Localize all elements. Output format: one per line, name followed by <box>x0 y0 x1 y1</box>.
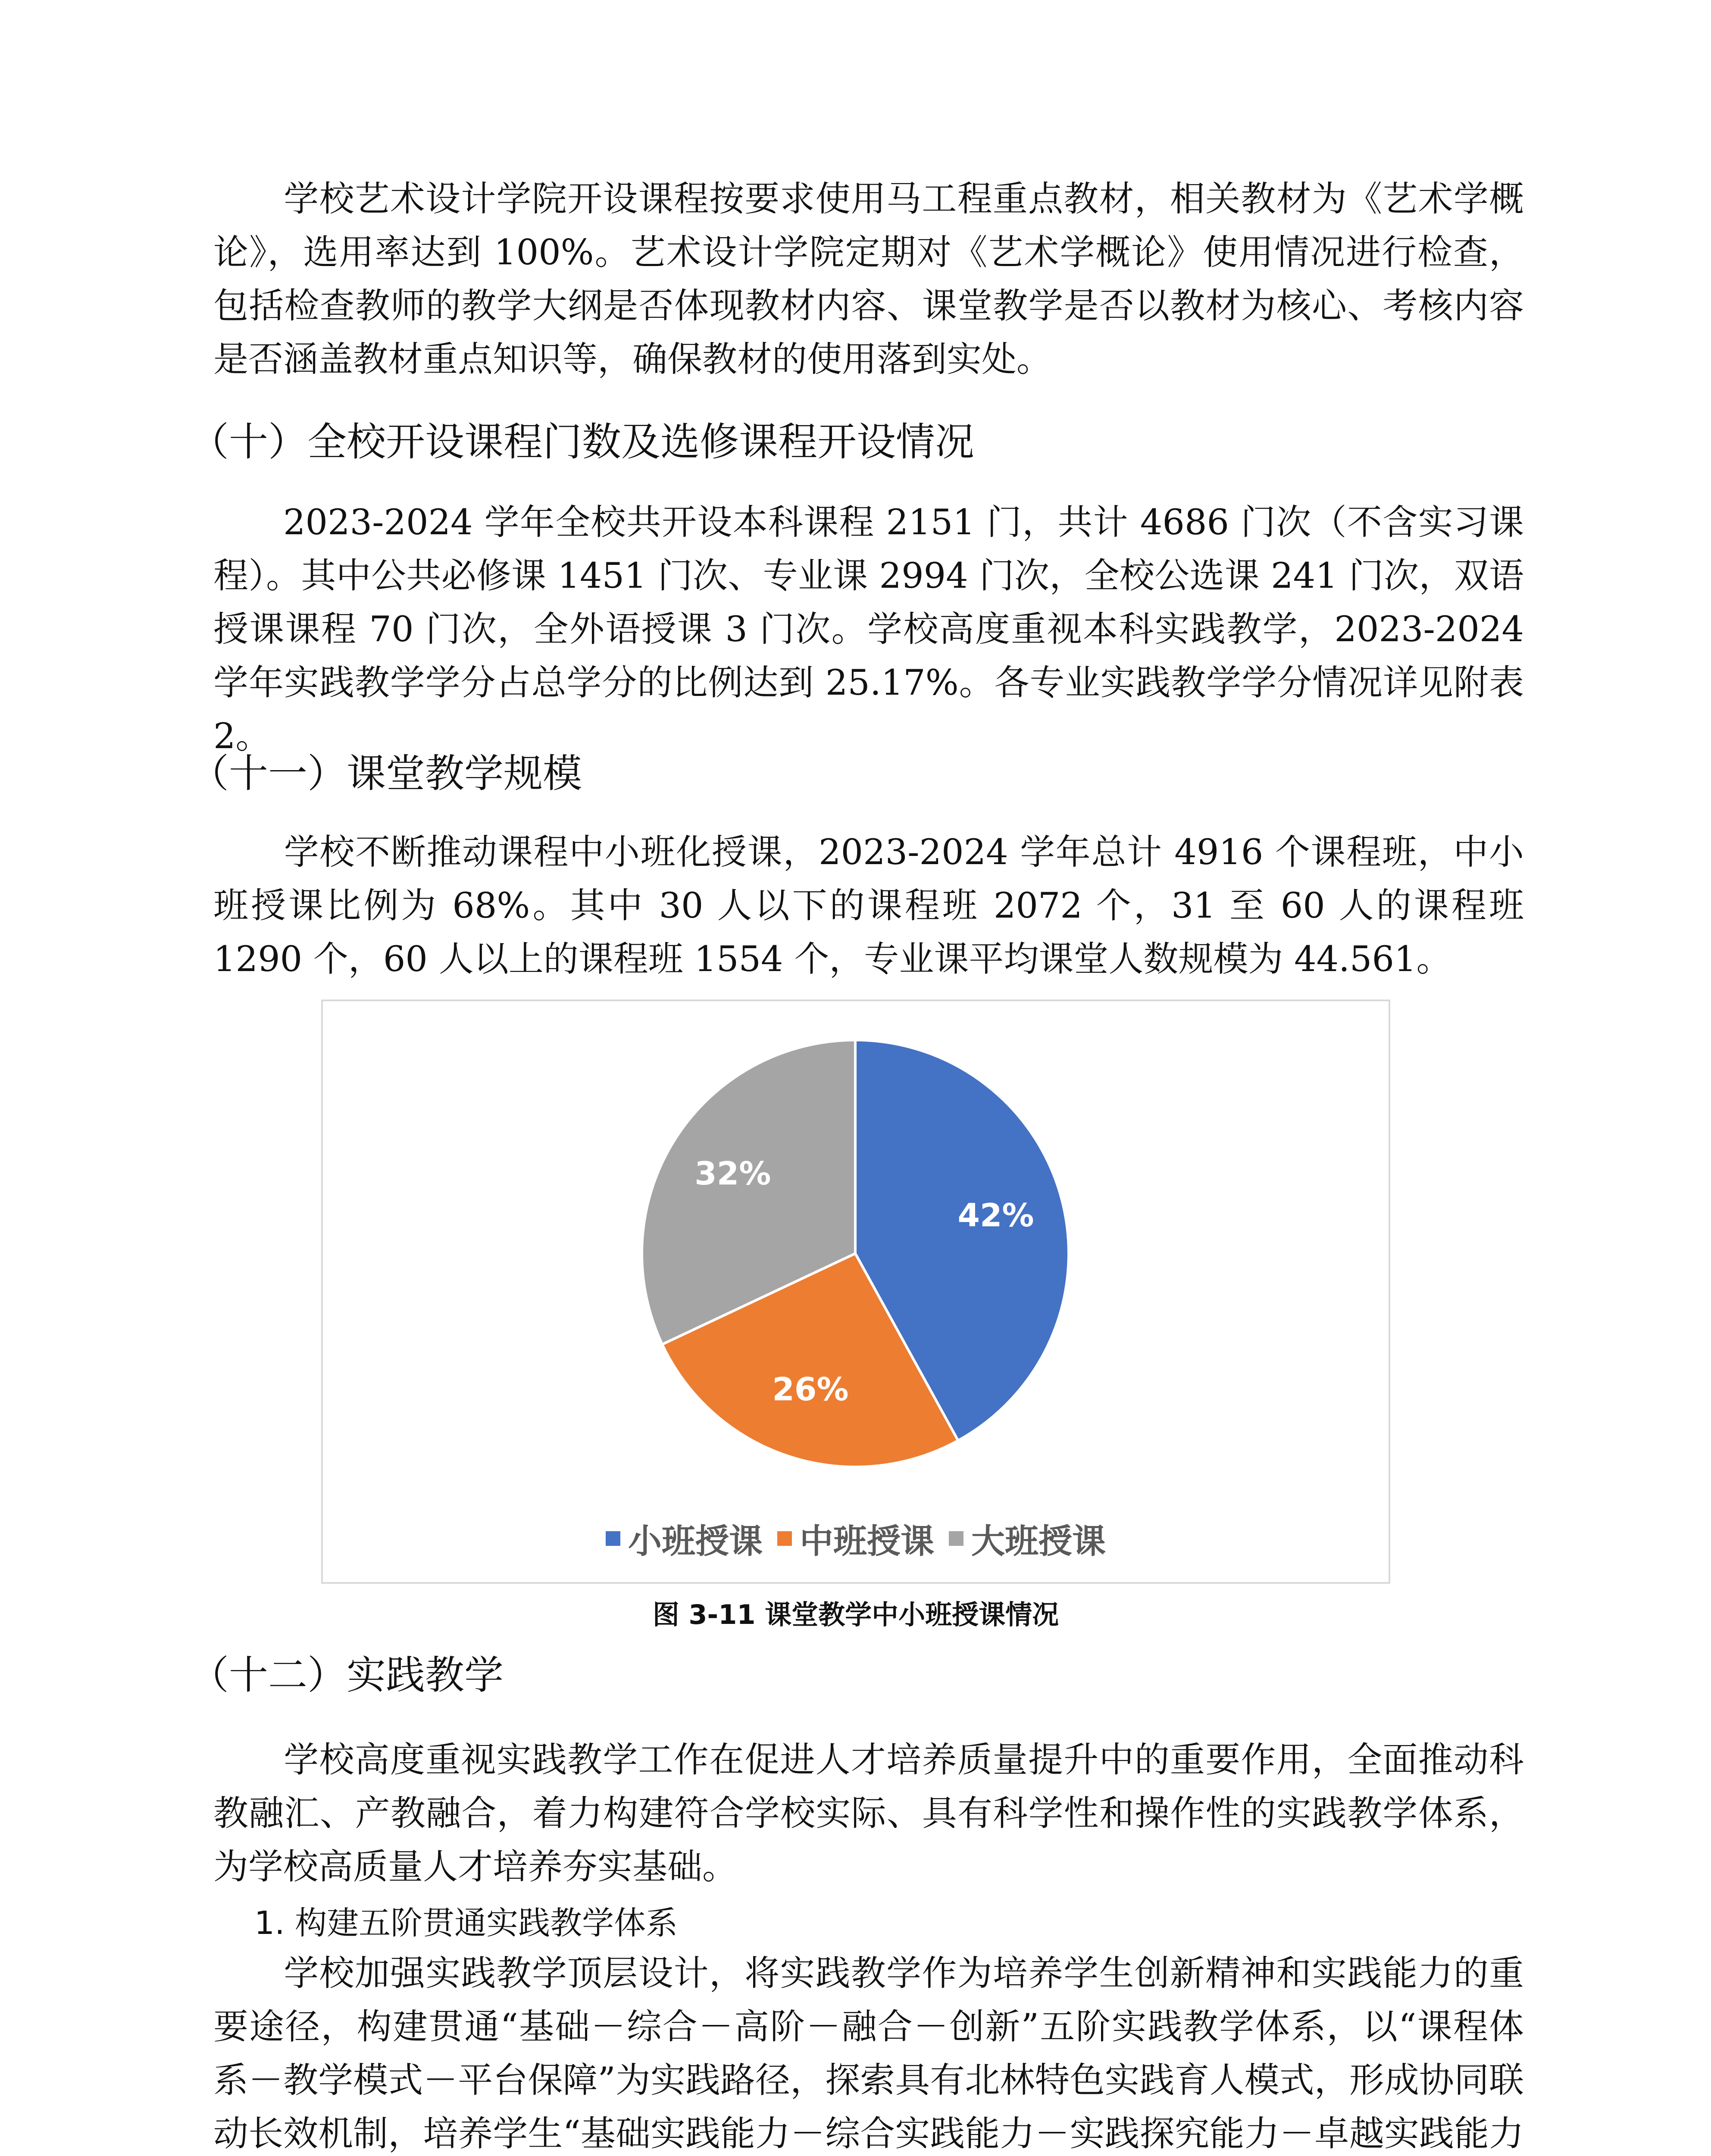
legend-label-medium: 中班授课 <box>799 1522 934 1561</box>
legend-item-small <box>606 1514 763 1563</box>
subheading-five-stage-system: 1. 构建五阶贯通实践教学体系 <box>254 1905 678 1942</box>
paragraph-five-stage-system: 学校加强实践教学顶层设计，将实践教学作为培养学生创新精神和实践能力的重要途径，构建贯通“基础－综合－高阶－融合－创新”五阶实践教学体系，以“课程体系－教学模式－平台保障”为实践路径，探索具有北林特色实践育人模式，形成协同联动长效机制，培养学生“基础实践能力－综合实践能力－实践探究能力－卓越实践能力 <box>213 1953 1524 2154</box>
legend-swatch-medium <box>777 1531 792 1546</box>
legend-item-medium <box>777 1514 934 1563</box>
section-heading-12: （十二）实践教学 <box>190 1653 504 1698</box>
pie-label-small: 42% <box>957 1197 1034 1234</box>
paragraph-course-count: 2023-2024 学年全校共开设本科课程 2151 门，共计 4686 门次（不含实习课程）。其中公共必修课 1451 门次、专业课 2994 门次，全校公选课 241 门次，双语授课课程 70 门次，全外语授课 3 门次。学校高度重视本科实践教学，2023-2024 学年实践教学学分占总学分的比例达到 25.17%。各专业实践教学学分情况详见附表 2。 <box>213 502 1524 757</box>
pie-chart-plot <box>323 1001 1389 1501</box>
paragraph-practice-teaching: 学校高度重视实践教学工作在促进人才培养质量提升中的重要作用，全面推动科教融汇、产教融合，着力构建符合学校实际、具有科学性和操作性的实践教学体系，为学校高质量人才培养夯实基础。 <box>213 1740 1524 1887</box>
pie-chart <box>321 1000 1390 1584</box>
pie-label-medium: 26% <box>772 1371 849 1408</box>
legend-swatch-large <box>949 1531 963 1546</box>
legend-label-large: 大班授课 <box>971 1522 1106 1561</box>
section-heading-11: （十一）课堂教学规模 <box>190 751 582 796</box>
figure-caption: 图 3-11 课堂教学中小班授课情况 <box>652 1599 1059 1630</box>
paragraph-textbook-usage: 学校艺术设计学院开设课程按要求使用马工程重点教材，相关教材为《艺术学概论》，选用率达到 100%。艺术设计学院定期对《艺术学概论》使用情况进行检查，包括检查教师的教学大纲是否体现教材内容、课堂教学是否以教材为核心、考核内容是否涵盖教材重点知识等，确保教材的使用落到实处。 <box>213 179 1524 380</box>
legend-item-large <box>949 1514 1106 1563</box>
paragraph-class-size: 学校不断推动课程中小班化授课，2023-2024 学年总计 4916 个课程班，中小班授课比例为 68%。其中 30 人以下的课程班 2072 个，31 至 60 人的课程班 1290 个，60 人以上的课程班 1554 个，专业课平均课堂人数规模为 44.561。 <box>213 832 1524 980</box>
chart-legend <box>323 1514 1389 1563</box>
legend-label-small: 小班授课 <box>628 1522 763 1561</box>
legend-swatch-small <box>606 1531 620 1546</box>
pie-label-large: 32% <box>694 1155 771 1193</box>
section-heading-10: （十）全校开设课程门数及选修课程开设情况 <box>190 420 975 465</box>
